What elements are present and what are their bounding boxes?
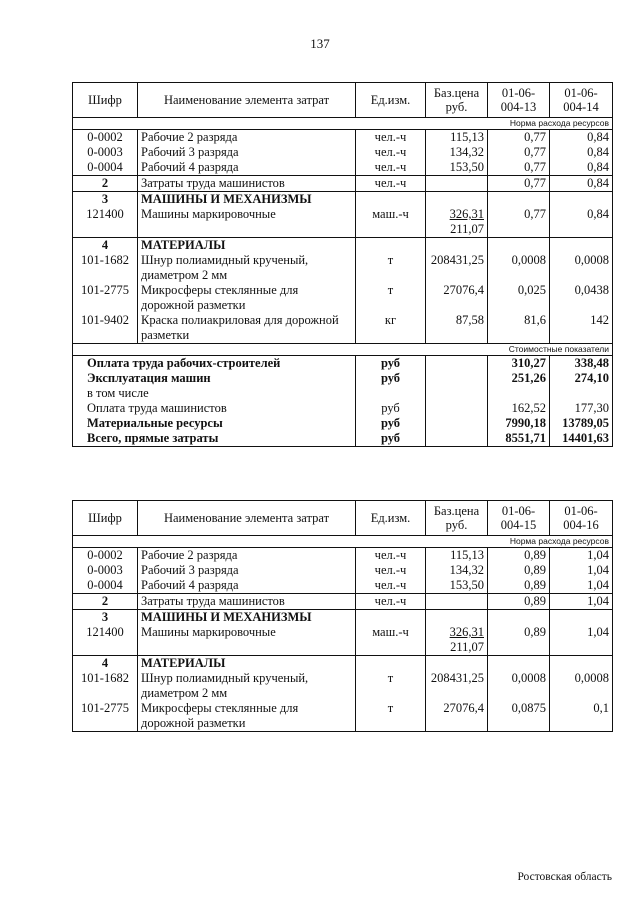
cell-value: 0,89 — [488, 594, 550, 610]
subheader-norms: Норма расхода ресурсов — [73, 118, 613, 130]
cell-value: 81,6 — [488, 313, 550, 344]
cell-code: 2 — [73, 594, 138, 610]
cell-price: 27076,4 — [426, 283, 488, 313]
section-row — [73, 656, 613, 672]
header-code: Шифр — [73, 501, 138, 536]
price-operator-wage: 211,07 — [450, 640, 484, 654]
cell-name: Рабочие 2 разряда — [138, 130, 356, 146]
table-row — [73, 625, 613, 656]
cell-price: 208431,25 — [426, 253, 488, 283]
section-row — [73, 192, 613, 208]
table-row — [73, 548, 613, 564]
summary-label: Оплата труда машинистов — [73, 401, 356, 416]
summary-value: 162,52 — [488, 401, 550, 416]
table-row — [73, 176, 613, 192]
cell-unit: чел.-ч — [356, 548, 426, 564]
summary-unit: руб — [356, 356, 426, 372]
cell-code: 0-0004 — [73, 578, 138, 594]
cell-unit: маш.-ч — [356, 207, 426, 238]
price-machine: 326,31 — [449, 625, 484, 639]
cell-unit: т — [356, 701, 426, 732]
cell-value: 0,0008 — [550, 253, 613, 283]
cell-value: 0,89 — [488, 625, 550, 656]
cell-value: 1,04 — [550, 578, 613, 594]
cell-unit: кг — [356, 313, 426, 344]
table-row — [73, 671, 613, 701]
cell-unit: чел.-ч — [356, 145, 426, 160]
summary-value: 13789,05 — [550, 416, 613, 431]
cell-unit: т — [356, 253, 426, 283]
table-row — [73, 207, 613, 238]
cell-name: Шнур полиамидный крученый, диаметром 2 мм — [138, 671, 356, 701]
summary-value: 251,26 — [488, 371, 550, 386]
summary-unit: руб — [356, 416, 426, 431]
cell-value: 0,77 — [488, 145, 550, 160]
summary-value: 310,27 — [488, 356, 550, 372]
cell-price — [426, 625, 488, 656]
summary-value: 177,30 — [550, 401, 613, 416]
cell-value: 1,04 — [550, 563, 613, 578]
cell-value: 0,0875 — [488, 701, 550, 732]
table-row — [73, 313, 613, 344]
summary-value: 7990,18 — [488, 416, 550, 431]
cell-value: 0,0008 — [550, 671, 613, 701]
cell-price: 134,32 — [426, 563, 488, 578]
summary-label: Всего, прямые затраты — [73, 431, 356, 447]
cell-unit: чел.-ч — [356, 130, 426, 146]
cell-value: 142 — [550, 313, 613, 344]
header-base-price: Баз.цена руб. — [426, 83, 488, 118]
cell-price: 208431,25 — [426, 671, 488, 701]
cell-value: 0,89 — [488, 578, 550, 594]
header-name: Наименование элемента затрат — [138, 83, 356, 118]
cell-price: 153,50 — [426, 160, 488, 176]
cell-code: 101-2775 — [73, 283, 138, 313]
cell-price: 115,13 — [426, 130, 488, 146]
cell-price — [426, 207, 488, 238]
summary-label: в том числе — [73, 386, 356, 401]
cell-unit: чел.-ч — [356, 594, 426, 610]
summary-row — [73, 401, 613, 416]
price-operator-wage: 211,07 — [450, 222, 484, 236]
page-number: 137 — [310, 36, 330, 51]
section-number: 4 — [73, 656, 138, 672]
cell-value: 0,77 — [488, 130, 550, 146]
header-code-col-1: 01-06-004-15 — [488, 501, 550, 536]
cell-value: 1,04 — [550, 625, 613, 656]
summary-value: 274,10 — [550, 371, 613, 386]
header-code: Шифр — [73, 83, 138, 118]
table-row — [73, 701, 613, 732]
cell-name: Рабочий 3 разряда — [138, 563, 356, 578]
cell-value: 1,04 — [550, 548, 613, 564]
subheader-cost: Стоимостные показатели — [73, 344, 613, 356]
summary-label: Оплата труда рабочих-строителей — [73, 356, 356, 372]
cell-code: 101-9402 — [73, 313, 138, 344]
summary-label: Эксплуатация машин — [73, 371, 356, 386]
table-header-row — [73, 83, 613, 118]
cell-code: 101-2775 — [73, 701, 138, 732]
summary-row — [73, 431, 613, 447]
cell-unit: маш.-ч — [356, 625, 426, 656]
summary-value: 8551,71 — [488, 431, 550, 447]
cell-price: 153,50 — [426, 578, 488, 594]
cell-name: Шнур полиамидный крученый, диаметром 2 мм — [138, 253, 356, 283]
subheader-row — [73, 118, 613, 130]
cell-value: 0,77 — [488, 160, 550, 176]
cell-value: 0,0438 — [550, 283, 613, 313]
cell-value: 0,025 — [488, 283, 550, 313]
section-title: МАТЕРИАЛЫ — [138, 238, 356, 254]
table-row — [73, 594, 613, 610]
cell-code: 0-0003 — [73, 145, 138, 160]
cell-code: 121400 — [73, 625, 138, 656]
cell-value: 0,84 — [550, 207, 613, 238]
cell-value: 0,89 — [488, 563, 550, 578]
header-unit: Ед.изм. — [356, 501, 426, 536]
header-code-col-1: 01-06-004-13 — [488, 83, 550, 118]
subheader-row — [73, 536, 613, 548]
summary-row — [73, 386, 613, 401]
cell-unit: т — [356, 671, 426, 701]
cell-price — [426, 594, 488, 610]
section-title: МАТЕРИАЛЫ — [138, 656, 356, 672]
cell-value: 0,1 — [550, 701, 613, 732]
price-machine: 326,31 — [449, 207, 484, 221]
section-number: 3 — [73, 610, 138, 626]
header-name: Наименование элемента затрат — [138, 501, 356, 536]
cell-name: Машины маркировочные — [138, 207, 356, 238]
cell-value: 0,89 — [488, 548, 550, 564]
table-row — [73, 563, 613, 578]
summary-row — [73, 356, 613, 372]
cell-value: 0,84 — [550, 176, 613, 192]
table-row — [73, 145, 613, 160]
cell-unit: чел.-ч — [356, 176, 426, 192]
cell-name: Рабочие 2 разряда — [138, 548, 356, 564]
cell-value: 0,84 — [550, 145, 613, 160]
cell-code: 121400 — [73, 207, 138, 238]
table-row — [73, 283, 613, 313]
section-number: 3 — [73, 192, 138, 208]
header-code-col-2: 01-06-004-16 — [550, 501, 613, 536]
header-code-col-2: 01-06-004-14 — [550, 83, 613, 118]
summary-row — [73, 371, 613, 386]
cell-value: 0,0008 — [488, 253, 550, 283]
resource-table-1 — [72, 82, 613, 447]
summary-unit: руб — [356, 431, 426, 447]
cell-name: Рабочий 4 разряда — [138, 578, 356, 594]
cell-value: 0,77 — [488, 176, 550, 192]
cell-price: 87,58 — [426, 313, 488, 344]
cell-value: 0,77 — [488, 207, 550, 238]
section-title: МАШИНЫ И МЕХАНИЗМЫ — [138, 610, 356, 626]
table-header-row — [73, 501, 613, 536]
cell-unit: чел.-ч — [356, 563, 426, 578]
cell-name: Микросферы стеклянные для дорожной разметки — [138, 283, 356, 313]
subheader-norms: Норма расхода ресурсов — [73, 536, 613, 548]
header-unit: Ед.изм. — [356, 83, 426, 118]
cell-price: 115,13 — [426, 548, 488, 564]
cell-name: Рабочий 4 разряда — [138, 160, 356, 176]
cell-code: 0-0002 — [73, 548, 138, 564]
summary-label: Материальные ресурсы — [73, 416, 356, 431]
summary-row — [73, 416, 613, 431]
cell-name: Краска полиакриловая для дорожной разметки — [138, 313, 356, 344]
section-title: МАШИНЫ И МЕХАНИЗМЫ — [138, 192, 356, 208]
summary-value: 14401,63 — [550, 431, 613, 447]
cell-code: 2 — [73, 176, 138, 192]
cell-name: Микросферы стеклянные для дорожной разметки — [138, 701, 356, 732]
summary-unit: руб — [356, 401, 426, 416]
cell-code: 0-0004 — [73, 160, 138, 176]
resource-table-2 — [72, 500, 613, 732]
table-row — [73, 130, 613, 146]
cell-name: Машины маркировочные — [138, 625, 356, 656]
cell-value: 0,84 — [550, 160, 613, 176]
table-row — [73, 253, 613, 283]
cell-code: 0-0003 — [73, 563, 138, 578]
cell-price — [426, 176, 488, 192]
summary-unit: руб — [356, 371, 426, 386]
cell-name: Затраты труда машинистов — [138, 594, 356, 610]
cell-value: 1,04 — [550, 594, 613, 610]
section-row — [73, 238, 613, 254]
cell-name: Затраты труда машинистов — [138, 176, 356, 192]
footer-region: Ростовская область — [517, 871, 612, 883]
section-number: 4 — [73, 238, 138, 254]
cell-value: 0,0008 — [488, 671, 550, 701]
cell-unit: чел.-ч — [356, 578, 426, 594]
table-row — [73, 578, 613, 594]
cell-code: 101-1682 — [73, 253, 138, 283]
cell-unit: чел.-ч — [356, 160, 426, 176]
subheader-row — [73, 344, 613, 356]
section-row — [73, 610, 613, 626]
cell-price: 27076,4 — [426, 701, 488, 732]
cell-price: 134,32 — [426, 145, 488, 160]
cell-code: 0-0002 — [73, 130, 138, 146]
cell-value: 0,84 — [550, 130, 613, 146]
cell-code: 101-1682 — [73, 671, 138, 701]
table-row — [73, 160, 613, 176]
cell-unit: т — [356, 283, 426, 313]
header-base-price: Баз.цена руб. — [426, 501, 488, 536]
summary-value: 338,48 — [550, 356, 613, 372]
cell-name: Рабочий 3 разряда — [138, 145, 356, 160]
